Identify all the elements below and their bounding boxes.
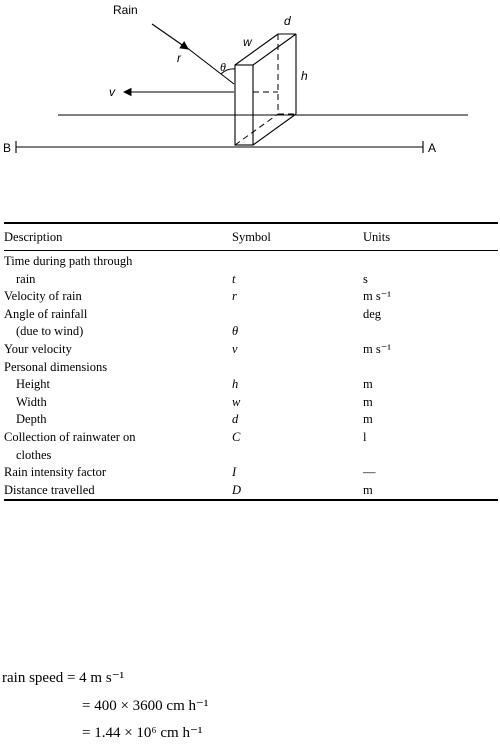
cell-description: Width: [16, 394, 47, 409]
label-rain: Rain: [113, 3, 138, 17]
cell-description: Rain intensity factor: [4, 465, 107, 480]
cell-symbol: h: [232, 377, 239, 392]
table-row: [4, 306, 498, 324]
table-row: [4, 341, 498, 359]
rain-path: [186, 47, 234, 84]
label-h: h: [301, 69, 308, 83]
cell-symbol: [232, 251, 363, 271]
variables-table: [4, 222, 498, 501]
table-row: [4, 271, 498, 289]
table-row: [4, 464, 498, 482]
table-row: [4, 482, 498, 501]
cell-units: —: [363, 465, 376, 480]
cell-units: s: [363, 271, 368, 286]
cell-symbol: d: [232, 412, 239, 427]
cell-units: [363, 323, 498, 341]
cell-description: Your velocity: [4, 341, 72, 356]
label-b: B: [3, 141, 12, 155]
rain-arrow: [152, 24, 188, 49]
person-box: [235, 34, 296, 145]
cell-description: Time during path through: [4, 254, 133, 268]
cell-units: deg: [363, 306, 382, 321]
table-row: [4, 288, 498, 306]
cell-description: Collection of rainwater on: [4, 429, 136, 444]
rain-diagram: [0, 0, 500, 170]
hidden-edges: [235, 34, 296, 145]
cell-units: m: [363, 377, 373, 392]
header-symbol: Symbol: [232, 230, 271, 244]
equation-line-2: = 400 × 3600 cm h⁻¹: [82, 698, 209, 714]
cell-description: Personal dimensions: [4, 359, 108, 374]
cell-symbol: C: [232, 429, 241, 444]
cell-units: [363, 359, 498, 377]
table-header-row: [4, 223, 498, 251]
label-d: d: [284, 14, 291, 28]
equation-line-1: rain speed = 4 m s⁻¹: [2, 670, 125, 686]
label-r: r: [177, 51, 181, 65]
cell-symbol: [232, 359, 363, 377]
cell-description: clothes: [16, 447, 52, 462]
cell-description: Height: [16, 377, 51, 392]
cell-description: Depth: [16, 412, 47, 427]
label-w: w: [243, 35, 252, 49]
header-units: Units: [363, 230, 391, 244]
table-row: [4, 323, 498, 341]
cell-description: rain: [16, 271, 36, 286]
table-row: [4, 251, 498, 271]
table-row: [4, 359, 498, 377]
table-row: [4, 411, 498, 429]
cell-description: Angle of rainfall: [4, 306, 88, 321]
table-row: [4, 376, 498, 394]
cell-units: m s⁻¹: [363, 289, 392, 304]
cell-units: m: [363, 482, 373, 497]
cell-units: m: [363, 394, 373, 409]
cell-symbol: I: [232, 465, 237, 480]
cell-description: (due to wind): [16, 324, 84, 339]
cell-symbol: θ: [232, 324, 239, 339]
label-a: A: [428, 141, 437, 155]
cell-description: Velocity of rain: [4, 289, 82, 304]
cell-symbol: w: [232, 394, 241, 409]
cell-units: m s⁻¹: [363, 341, 392, 356]
cell-description: Distance travelled: [4, 482, 95, 497]
cell-units: m: [363, 412, 373, 427]
label-theta: θ: [220, 60, 226, 74]
cell-symbol: t: [232, 271, 236, 286]
cell-units: [363, 447, 498, 465]
cell-symbol: r: [232, 289, 237, 304]
table-row: [4, 447, 498, 465]
table-row: [4, 394, 498, 412]
cell-symbol: [232, 306, 363, 324]
cell-symbol: v: [232, 341, 238, 356]
table-row: [4, 429, 498, 447]
cell-units: l: [363, 429, 367, 444]
cell-units: [363, 251, 498, 271]
label-v: v: [109, 85, 115, 99]
equation-line-3: = 1.44 × 10⁶ cm h⁻¹: [82, 725, 203, 741]
cell-symbol: D: [232, 482, 242, 497]
cell-symbol: [232, 447, 363, 465]
header-description: Description: [4, 230, 63, 244]
